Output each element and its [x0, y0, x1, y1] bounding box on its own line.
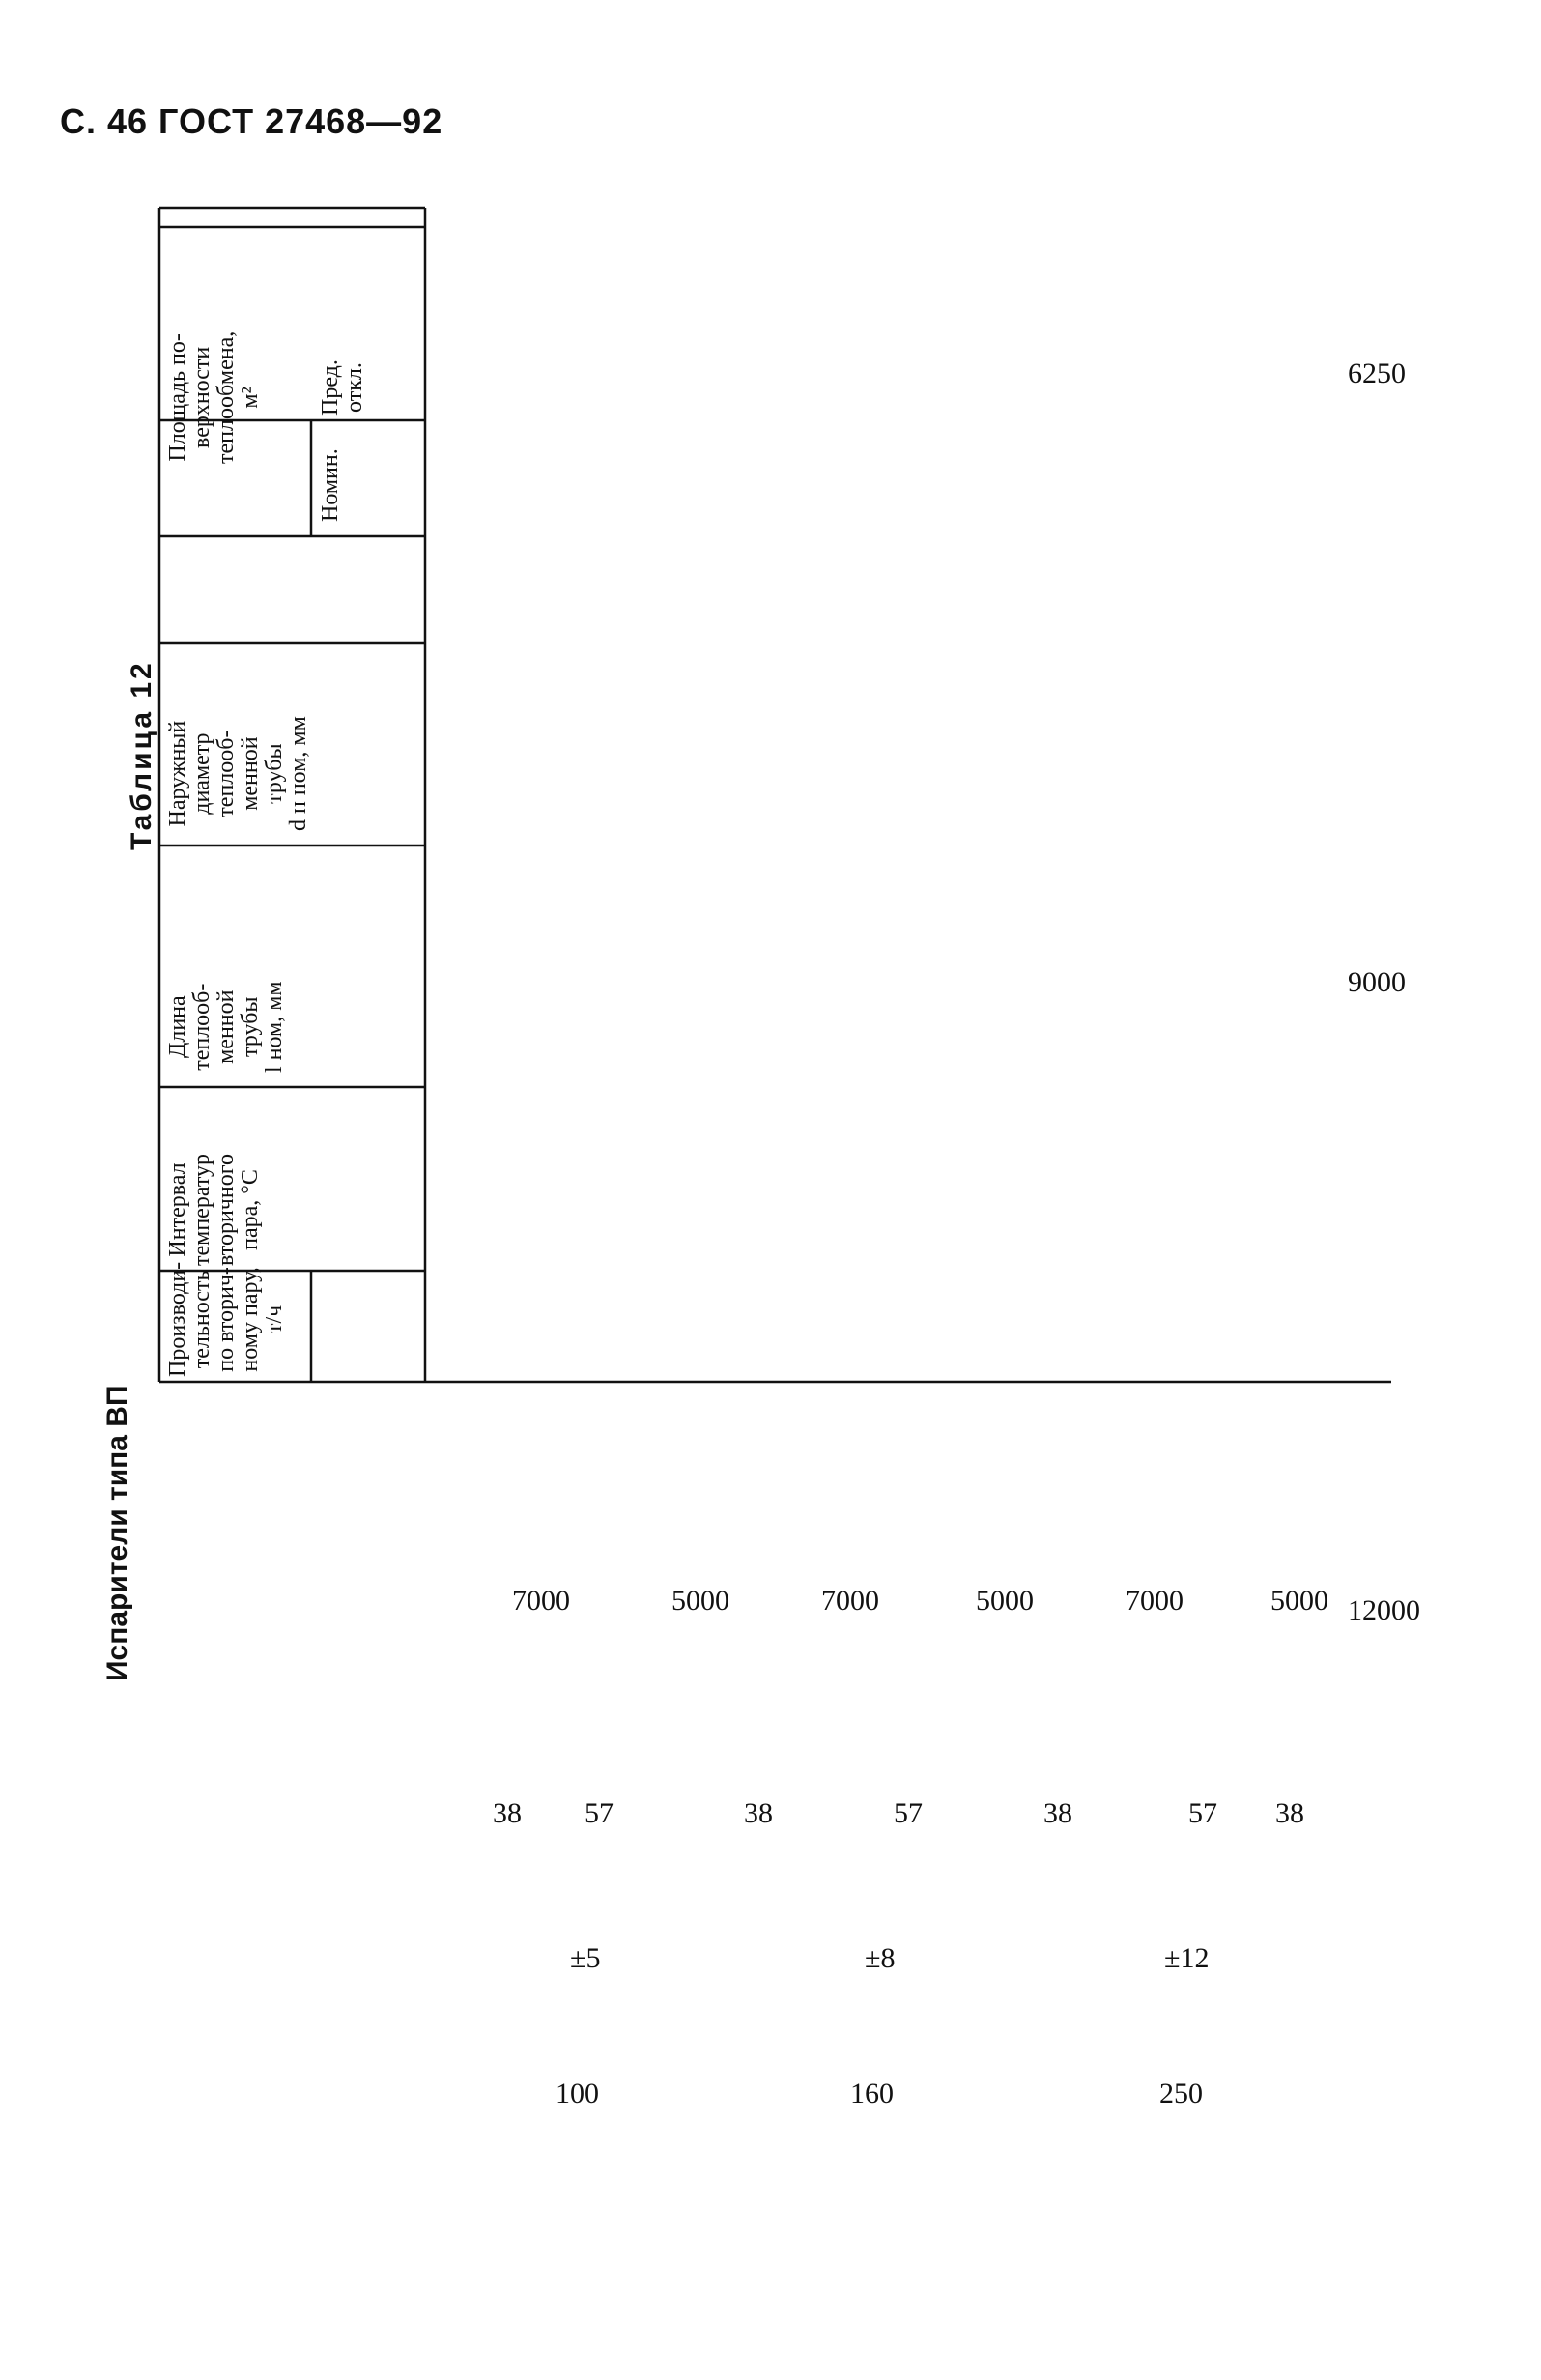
length-2: 5000 — [671, 1585, 729, 1617]
header-area-tol: Пред. откл. — [318, 359, 367, 416]
table-title: Испарители типа ВП — [101, 1385, 133, 1681]
diameter-3: 38 — [744, 1797, 773, 1829]
mass-6250: 6250 — [1348, 358, 1406, 389]
header-area-nom: Номин. — [318, 448, 343, 522]
header-capacity: Производи- тельность по вторич- ному пару, т/ч — [165, 1261, 287, 1377]
header-length: Длина теплооб- менной трубы l ном, мм — [165, 981, 287, 1073]
area-tol-8: ±8 — [865, 1942, 896, 1974]
mass-12000: 12000 — [1348, 1594, 1420, 1626]
length-6: 5000 — [1270, 1585, 1328, 1617]
area-nom-160: 160 — [850, 2078, 894, 2109]
area-tol-12: ±12 — [1164, 1942, 1210, 1974]
mass-9000: 9000 — [1348, 966, 1406, 998]
header-temp: Интервал температур вторичного пара, °С — [165, 1153, 263, 1266]
area-nom-250: 250 — [1159, 2078, 1203, 2109]
area-nom-100: 100 — [556, 2078, 599, 2109]
header-area: Площадь по- верхности теплообмена, м² — [165, 330, 263, 464]
diameter-7: 38 — [1275, 1797, 1304, 1829]
diameter-6: 57 — [1188, 1797, 1217, 1829]
length-1: 7000 — [512, 1585, 570, 1617]
area-tol-5: ±5 — [570, 1942, 601, 1974]
table-label: Таблица 12 — [126, 660, 157, 850]
header-diameter: Наружный диаметр теплооб- менной трубы d н ном, мм — [165, 716, 311, 831]
diameter-1: 38 — [493, 1797, 522, 1829]
length-4: 5000 — [976, 1585, 1034, 1617]
length-5: 7000 — [1126, 1585, 1184, 1617]
diameter-5: 38 — [1043, 1797, 1072, 1829]
length-3: 7000 — [821, 1585, 879, 1617]
page-header: С. 46 ГОСТ 27468—92 — [60, 101, 443, 141]
diameter-4: 57 — [894, 1797, 923, 1829]
diameter-2: 57 — [585, 1797, 614, 1829]
